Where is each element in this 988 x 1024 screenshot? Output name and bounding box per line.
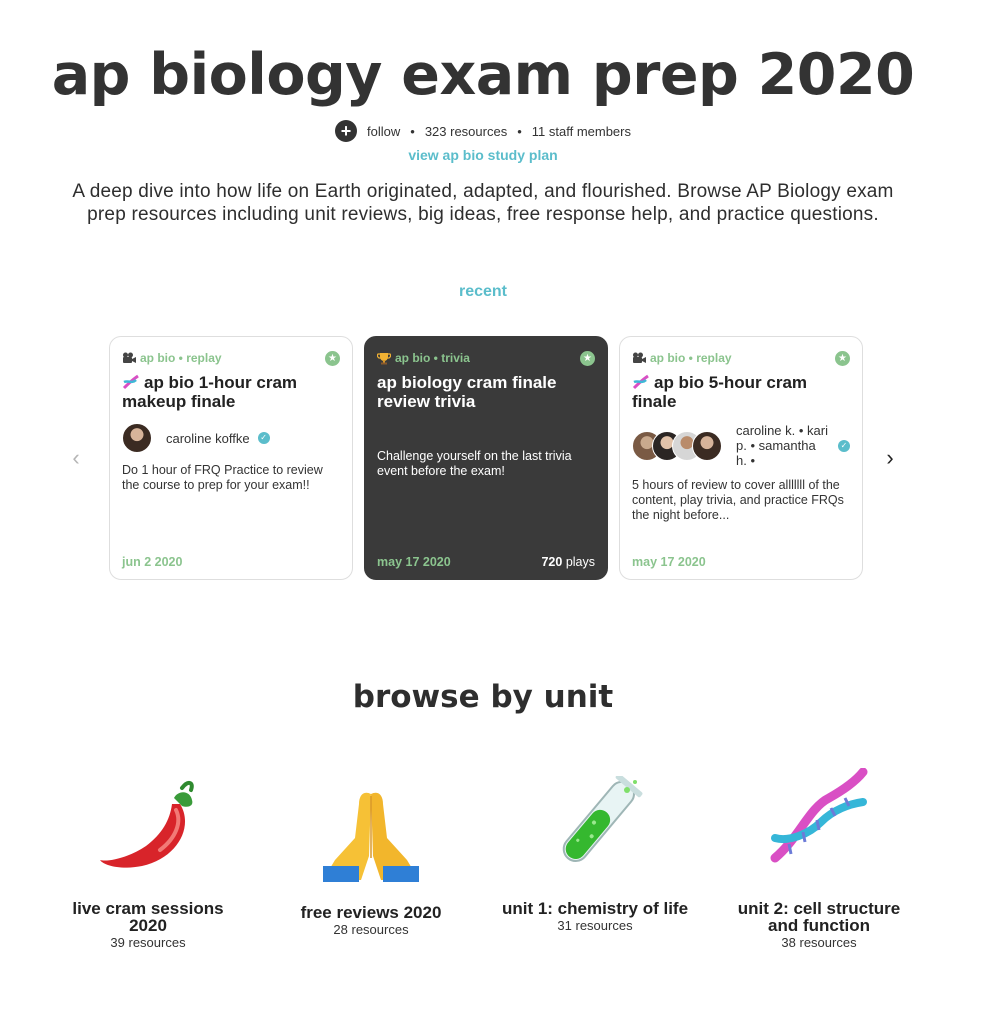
carousel-prev-arrow-icon[interactable]: ‹ [72,445,80,470]
browse-heading: browse by unit [352,679,614,715]
unit-tile[interactable] [53,776,243,950]
author-row [122,423,340,453]
dna-icon [632,374,650,390]
staff-count: 11 staff members [531,123,631,139]
unit-title: unit 1: chemistry of life [501,899,689,918]
follow-link[interactable]: follow [367,123,401,139]
hot-pepper-icon [98,776,198,876]
video-camera-icon [632,352,646,364]
avatar [692,431,722,461]
star-icon[interactable]: ★ [580,351,595,366]
trophy-icon [377,352,391,365]
dna-icon [769,768,869,868]
card-description: Do 1 hour of FRQ Practice to review the course to prep for your exam!! [122,463,323,492]
author-name[interactable]: caroline koffke [166,430,250,446]
video-camera-icon [122,352,136,364]
study-plan-link[interactable]: view ap bio study plan [408,147,558,163]
resource-count: 323 resources [424,123,508,139]
resource-card[interactable] [364,336,608,580]
unit-title: free reviews 2020 [300,903,442,922]
follow-plus-icon[interactable]: + [335,120,357,142]
page-meta [0,120,966,142]
unit-tile[interactable] [276,786,466,937]
meta-separator: • [410,123,415,139]
author-row [632,423,850,468]
unit-title: live cram sessions 2020 [72,899,224,935]
star-icon[interactable]: ★ [325,351,340,366]
folded-hands-icon [321,786,421,882]
unit-tile[interactable] [724,768,914,950]
verified-check-icon: ✓ [838,440,850,452]
dna-icon [122,374,140,390]
card-date: jun 2 2020 [122,555,183,569]
card-title: ap biology cram finale review trivia [377,373,557,411]
card-description: Challenge yourself on the last trivia event before the exam! [377,449,572,478]
star-icon[interactable]: ★ [835,351,850,366]
card-description: 5 hours of review to cover alllllll of the content, play trivia, and practice FRQs the night before... [632,478,844,522]
card-title: ap bio 1-hour cram makeup finale [122,373,298,411]
card-date: may 17 2020 [632,555,706,569]
resource-card[interactable] [109,336,353,580]
page-description: A deep dive into how life on Earth originated, adapted, and flourished. Browse AP Biology exam prep resources including unit reviews, big ideas, free response help, and practice questions. [72,181,894,225]
verified-check-icon: ✓ [258,432,270,444]
card-date: may 17 2020 [377,555,451,569]
unit-resource-count: 38 resources [781,935,857,950]
carousel-next-arrow-icon[interactable]: › [886,445,894,470]
test-tube-icon [545,776,645,876]
card-title: ap bio 5-hour cram finale [632,373,808,411]
unit-title: unit 2: cell structure and function [737,899,901,935]
card-category: ap bio • trivia [395,351,470,365]
unit-resource-count: 31 resources [557,918,633,933]
unit-resource-count: 39 resources [110,935,186,950]
meta-separator: • [517,123,522,139]
author-names[interactable]: caroline k. • kari p. • samantha h. • [736,423,828,468]
avatar-group [632,431,722,461]
resource-card[interactable] [619,336,863,580]
page-title: ap biology exam prep 2020 [51,42,915,108]
card-category: ap bio • replay [650,351,732,365]
unit-tile[interactable] [500,776,690,933]
avatar [122,423,152,453]
recent-heading[interactable]: recent [458,283,508,300]
card-category: ap bio • replay [140,351,222,365]
unit-resource-count: 28 resources [333,922,409,937]
play-count: 720 plays [541,555,595,569]
